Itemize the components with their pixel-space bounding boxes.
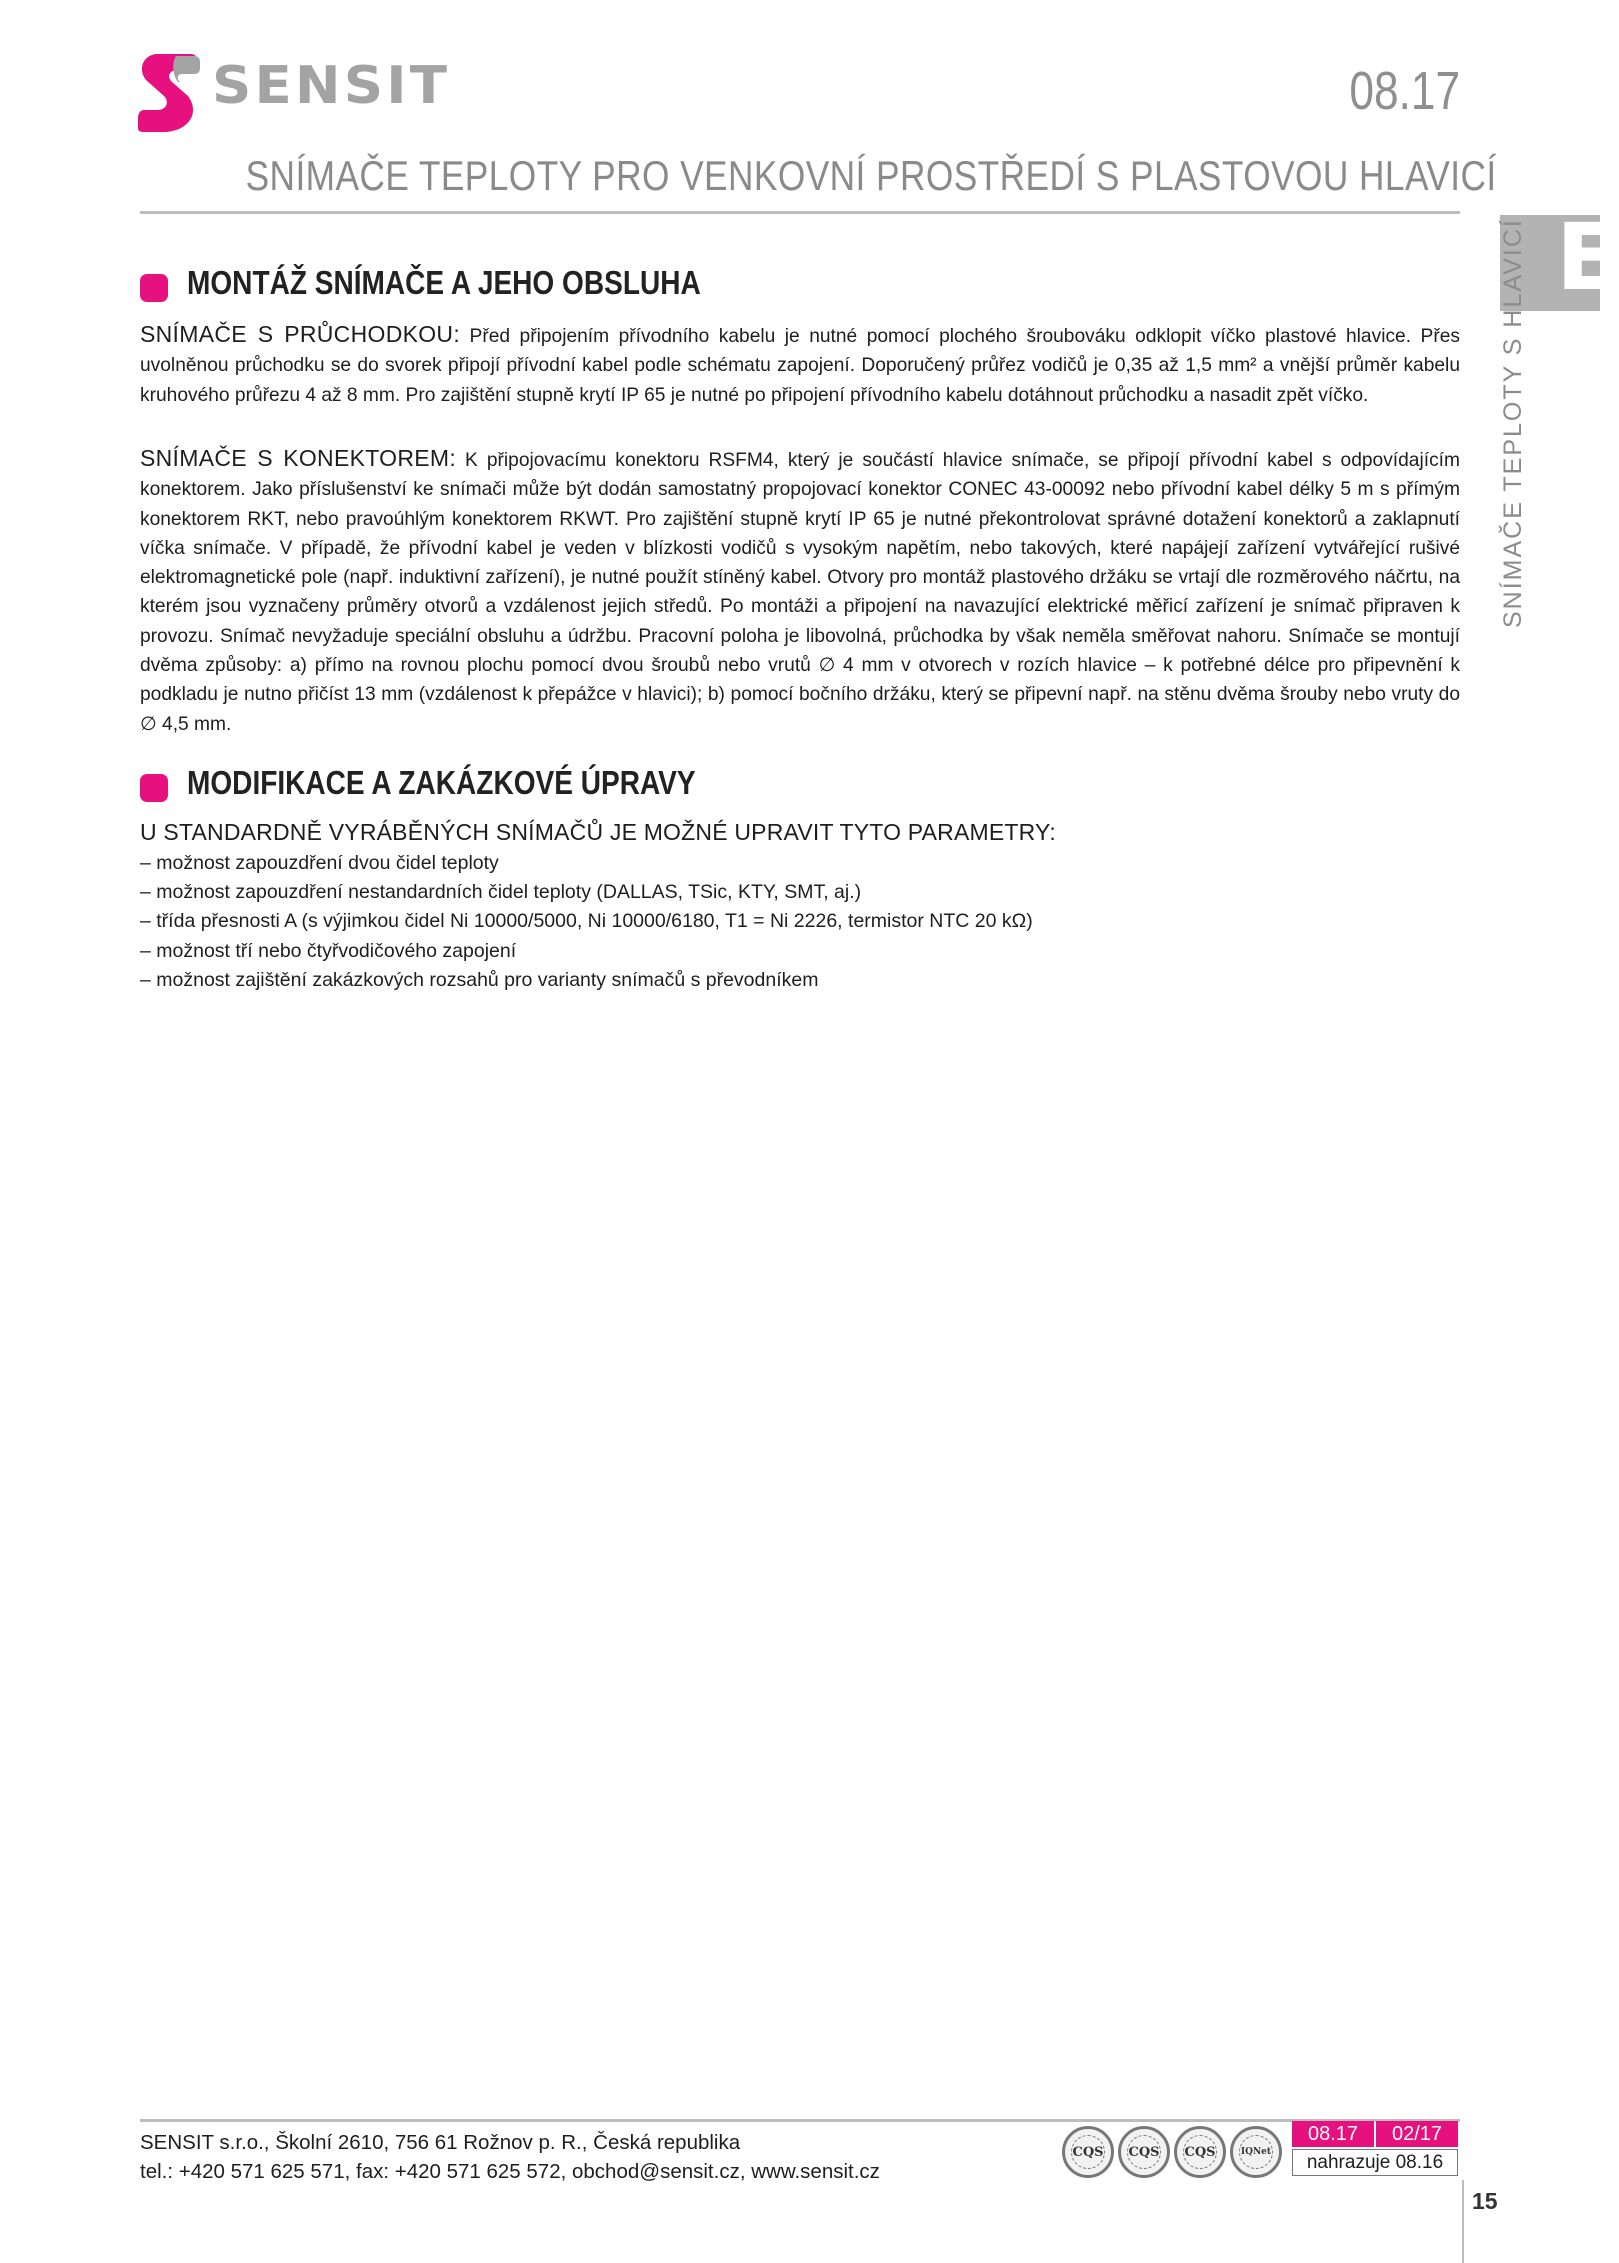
list-item: – možnost zajištění zakázkových rozsahů pro varianty snímačů s převodníkem xyxy=(140,966,1033,995)
title-divider xyxy=(140,211,1460,214)
paragraph-text: K připojovacímu konektoru RSFM4, který je součástí hlavice snímače, se připojí přívodní kabel s odpovídajícím konektorem. Jako příslušenství ke snímači může být dodán samostatný propojovací konektor CONEC 43-00092 nebo přívodní kabel délky 5 m s přímým konektorem RKT, nebo pravoúhlým konektorem RKWT. Pro zajištění stupně krytí IP 65 je nutné překontrolovat správné dotažení konektorů a zaklapnutí víčka snímače. V případě, že přívodní kabel je veden v blízkosti vodičů s vysokým napětím, nebo takových, které napájejí zařízení vytvářející rušivé elektromagnetické pole (např. induktivní zařízení), je nutné použít stíněný kabel. Otvory pro montáž plastového držáku se vrtají dle rozměrového náčrtu, na kterém jsou vyznačeny průměry otvorů a vzdálenost jejich středů. Po montáži a připojení na navazující elektrické měřicí zařízení je snímač připraven k provozu. Snímač nevyžaduje speciální obsluhu a údržbu. Pracovní poloha je libovolná, průchodka by však neměla směřovat nahoru. Snímače se montují dvěma způsoby: a) přímo na rovnou plochu pomocí dvou šroubů nebo vrutů ∅ 4 mm v otvorech v rozích hlavice – k potřebné délce pro připevnění k podkladu je nutno přičíst 13 mm (vzdálenost k přepážce v hlavici); b) pomocí bočního držáku, který se připevní např. na stěnu dvěma šrouby nebo vruty do ∅ 4,5 mm. xyxy=(140,450,1460,735)
company-contact: tel.: +420 571 625 571, fax: +420 571 625 572, obchod@sensit.cz, www.sensit.cz xyxy=(140,2160,880,2183)
replaces-note: nahrazuje 08.16 xyxy=(1292,2149,1458,2176)
brand-name: SENSIT xyxy=(212,56,451,116)
section-heading: MODIFIKACE A ZAKÁZKOVÉ ÚPRAVY xyxy=(187,764,696,801)
paragraph-lead: SNÍMAČE S KONEKTOREM: xyxy=(140,445,457,471)
paragraph-text: Před připojením přívodního kabelu je nutné pomocí plochého šroubováku odklopit víčko plastové hlavice. Přes uvolněnou průchodku se do svorek připojí přívodní kabel podle schématu zapojení. Doporučený průřez vodičů je 0,35 až 1,5 mm² a vnější průměr kabelu kruhového průřezu 4 až 8 mm. Pro zajištění stupně krytí IP 65 je nutné po připojení přívodního kabelu dotáhnout průchodku a nasadit zpět víčko. xyxy=(140,326,1460,406)
date-badge: 02/17 xyxy=(1376,2121,1458,2147)
cqs-certification-icon: CQS xyxy=(1062,2126,1114,2178)
footer-divider xyxy=(140,2119,1460,2122)
paragraph-grommet xyxy=(140,320,1460,410)
section-tab-letter: E xyxy=(1556,204,1619,311)
modification-list xyxy=(140,849,1033,995)
paragraph-connector xyxy=(140,444,1460,739)
section-bullet xyxy=(140,274,168,302)
sensit-logo xyxy=(138,52,451,132)
list-item: – možnost zapouzdření nestandardních čidel teploty (DALLAS, TSic, KTY, SMT, aj.) xyxy=(140,878,1033,907)
paragraph-lead: SNÍMAČE S PRŮCHODKOU: xyxy=(140,321,461,347)
page-title: SNÍMAČE TEPLOTY PRO VENKOVNÍ PROSTŘEDÍ S PLASTOVOU HLAVICÍ xyxy=(245,152,1497,199)
list-item: – třída přesnosti A (s výjimkou čidel Ni 10000/5000, Ni 10000/6180, T1 = Ni 2226, termistor NTC 20 kΩ) xyxy=(140,907,1033,936)
page-number-divider xyxy=(1462,2180,1464,2263)
document-number: 08.17 xyxy=(1349,61,1460,121)
sensit-logo-icon xyxy=(138,52,204,132)
cqs-certification-icon: CQS xyxy=(1118,2126,1170,2178)
section-heading: MONTÁŽ SNÍMAČE A JEHO OBSLUHA xyxy=(187,264,701,301)
list-item: – možnost tří nebo čtyřvodičového zapojení xyxy=(140,937,1033,966)
footer-contact xyxy=(140,2128,880,2186)
list-title: U STANDARDNĚ VYRÁBĚNÝCH SNÍMAČŮ JE MOŽNÉ UPRAVIT TYTO PARAMETRY: xyxy=(140,819,1056,845)
cqs-certification-icon: CQS xyxy=(1174,2126,1226,2178)
side-category-label: SNÍMAČE TEPLOTY S HLAVICÍ xyxy=(1499,218,1527,628)
page-number: 15 xyxy=(1472,2188,1498,2214)
company-address: SENSIT s.r.o., Školní 2610, 756 61 Rožnov p. R., Česká republika xyxy=(140,2131,741,2154)
version-badge: 08.17 xyxy=(1292,2121,1374,2147)
iqnet-certification-icon: IQNet xyxy=(1230,2126,1282,2178)
list-item: – možnost zapouzdření dvou čidel teploty xyxy=(140,849,1033,878)
section-bullet xyxy=(140,774,168,802)
